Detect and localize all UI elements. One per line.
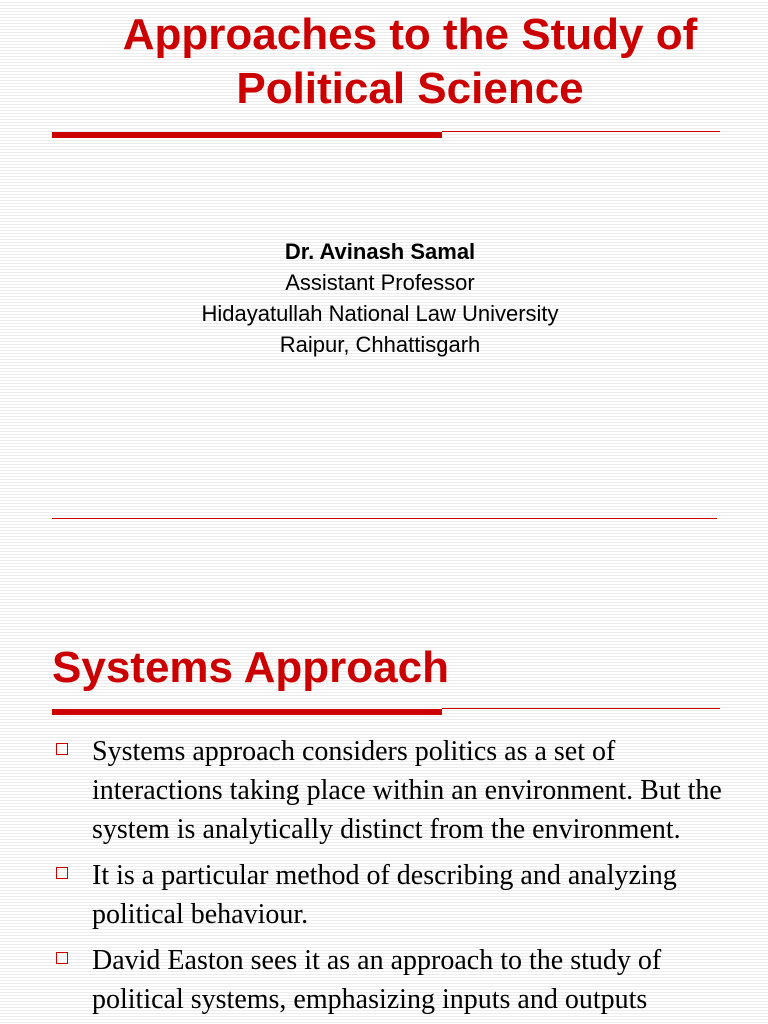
title-line-2: Political Science	[236, 64, 584, 113]
bullet-text: It is a particular method of describing and analyzing political behaviour.	[92, 860, 677, 930]
title-underline-thin	[442, 131, 720, 132]
bullet-text: David Easton sees it as an approach to the study of political systems, emphasizing inputs and outputs	[92, 945, 662, 1015]
bullet-text: Systems approach considers politics as a set of interactions taking place within an environment. But the system is analytically distinct from the environment.	[92, 736, 722, 845]
title-underline-thick	[52, 709, 442, 715]
bullet-list	[52, 732, 732, 1024]
list-item	[52, 941, 732, 1019]
slide-title: Systems Approach	[52, 643, 449, 692]
author-name: Dr. Avinash Samal	[284, 239, 476, 264]
hollow-square-bullet-icon	[56, 867, 68, 879]
slide-bottom-rule	[52, 518, 717, 519]
title-underline-thin	[442, 708, 720, 709]
author-block	[0, 236, 760, 360]
hollow-square-bullet-icon	[56, 743, 68, 755]
author-location: Raipur, Chhattisgarh	[279, 332, 481, 357]
hollow-square-bullet-icon	[56, 952, 68, 964]
title-underline-thick	[52, 132, 442, 138]
author-position: Assistant Professor	[285, 270, 475, 295]
title-line-1: Approaches to the Study of	[122, 10, 698, 59]
author-institution: Hidayatullah National Law University	[201, 301, 559, 326]
systems-approach-slide	[0, 620, 768, 1024]
slide-title	[50, 8, 768, 116]
list-item	[52, 856, 732, 934]
list-item	[52, 732, 732, 849]
